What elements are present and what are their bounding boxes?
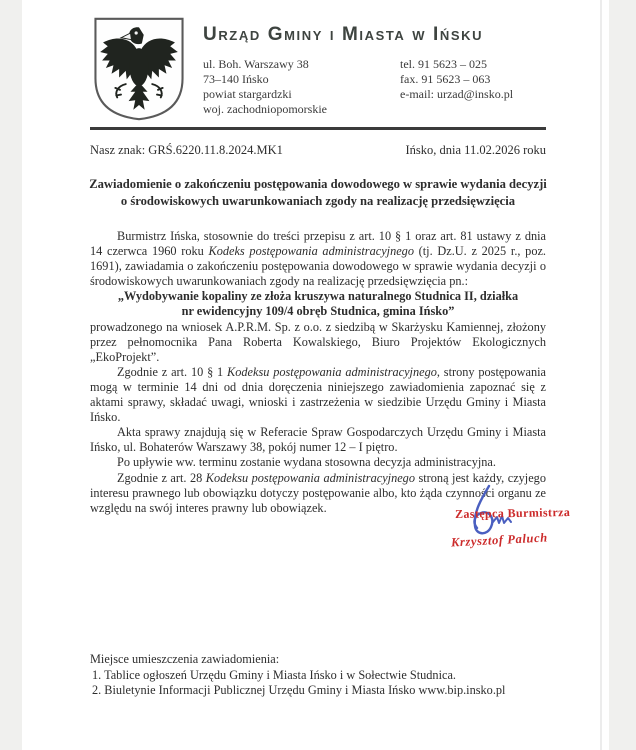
project-name-block <box>90 289 546 319</box>
posting-place-item: 2. Biuletynie Informacji Publicznej Urzędu Gminy i Miasta Ińsko www.bip.insko.pl <box>92 683 506 698</box>
statute-name-italic: Kodeksu postępowania administracyjnego <box>227 364 437 379</box>
org-address-block <box>203 57 400 117</box>
letter-body <box>90 229 546 516</box>
coat-of-arms-eagle-icon <box>91 16 187 122</box>
phone-line: tel. 91 5623 – 025 <box>400 57 487 71</box>
paragraph-text: Zgodnie z art. 28 <box>117 470 206 485</box>
posting-place-item: 1. Tablice ogłoszeń Urzędu Gminy i Miasta Ińsko i w Sołectwie Studnica. <box>92 667 456 682</box>
statute-name-italic: Kodeksu postępowania administracyjnego <box>205 470 415 485</box>
project-name-line1: „Wydobywanie kopaliny ze złoża kruszywa naturalnego Studnica II, działka <box>117 289 519 304</box>
org-name: Urząd Gminy i Miasta w Ińsku <box>203 24 484 45</box>
scanned-letter-page <box>22 0 609 750</box>
posting-places <box>90 652 570 699</box>
page-edge-shadow <box>600 0 602 750</box>
signature-block <box>427 492 592 564</box>
email-line: e-mail: urzad@insko.pl <box>400 87 514 101</box>
paragraph-legal-basis <box>90 229 546 289</box>
stamp-signer-name: Krzysztof Paluch <box>450 530 549 550</box>
document-title-line2: o środowiskowych uwarunkowaniach zgody na realizację przedsięwzięcia <box>120 194 516 208</box>
paragraph-case-files: Akta sprawy znajdują się w Referacie Spraw Gospodarczych Urzędu Gminy i Miasta Ińsko, ul. Bohaterów Warszawy 38, pokój numer 12 – I piętro. <box>90 425 546 455</box>
paragraph-decision-notice: Po upływie ww. terminu zostanie wydana stosowna decyzja administracyjna. <box>117 455 496 470</box>
document-title <box>80 176 556 210</box>
fax-line: fax. 91 5623 – 063 <box>400 72 491 86</box>
reference-number: Nasz znak: GRŚ.6220.11.8.2024.MK1 <box>90 143 283 157</box>
reference-row <box>90 143 546 158</box>
address-line: 73–140 Ińsko <box>203 72 269 86</box>
stamp-role-text: Zastępca Burmistrza <box>454 504 571 522</box>
statute-name-italic: Kodeks postępowania administracyjnego <box>208 244 414 259</box>
address-line: ul. Boh. Warszawy 38 <box>203 57 309 71</box>
header-divider <box>90 127 546 130</box>
paragraph-applicant: prowadzonego na wniosek A.P.R.M. Sp. z o.o. z siedzibą w Skarżysku Kamiennej, złożony przez pełnomocnika Pana Roberta Kowalskiego, Biuro Projektów Ekologicznych „EkoProjekt”. <box>90 319 546 364</box>
letterhead <box>203 24 575 117</box>
document-title-line1: Zawiadomienie o zakończeniu postępowania dowodowego w sprawie wydania decyzji <box>89 177 547 191</box>
paragraph-text: (tj. Dz.U. z 2025 r., poz. 1691), zawiadamia o zakończeniu postępowania dowodowego w sprawie wydania decyzji o środowiskowych uwarunkowaniach zgody na realizację przedsięwzięcia pn.: <box>90 244 546 289</box>
place-and-date: Ińsko, dnia 11.02.2026 roku <box>405 143 546 157</box>
address-line: powiat stargardzki <box>203 87 292 101</box>
paragraph-party-rights <box>90 365 546 425</box>
paragraph-text: Burmistrz Ińska, stosownie do treści przepisu z art. 10 § 1 oraz art. 81 ustawy z dnia 14 czerwca 1960 roku <box>90 229 546 259</box>
project-name-line2: nr ewidencyjny 109/4 obręb Studnica, gmina Ińsko” <box>181 304 455 319</box>
org-contact-block <box>400 57 513 117</box>
paragraph-text: , strony postępowania mogą w terminie 14 dni od dnia doręczenia niniejszego zawiadomienia zapoznać się z aktami sprawy, składać uwagi, wnioski i zastrzeżenia w siedzibie Urzędu Gminy i Miasta Ińsko. <box>90 364 546 425</box>
paragraph-text: Zgodnie z art. 10 § 1 <box>117 364 228 379</box>
address-line: woj. zachodniopomorskie <box>203 102 327 116</box>
posting-places-heading: Miejsce umieszczenia zawiadomienia: <box>90 652 280 666</box>
paragraph-text: stroną jest każdy, czyjego interesu prawnego lub obowiązku dotyczy postępowanie albo, kto żąda czynności organu ze względu na swój interes prawny lub obowiązek. <box>90 470 546 515</box>
